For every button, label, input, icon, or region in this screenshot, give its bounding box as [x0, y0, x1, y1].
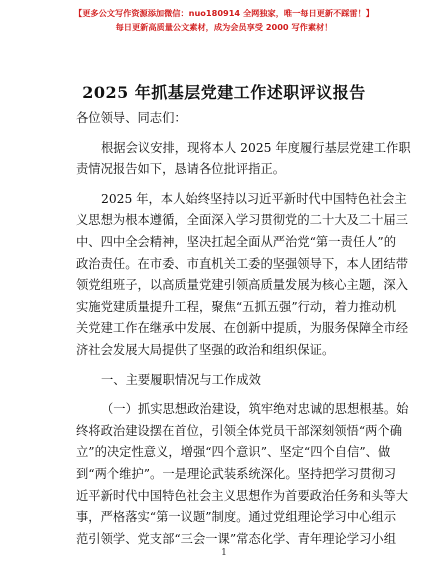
salutation: 各位领导、同志们： — [76, 111, 187, 125]
paragraph-line: 立”的决定性意义，增强“四个意识”、坚定“四个自信”、做 — [76, 445, 391, 460]
promo-banner-line-2: 每日更新高质量公文素材，成为会员享受 2000 写作素材！ — [115, 22, 333, 32]
document-title: 2025 年抓基层党建工作述职评议报告 — [82, 83, 366, 102]
promo-banner — [0, 6, 448, 34]
paragraph-line: 根据会议安排，现将本人 2025 年度履行基层党建工作职 — [101, 140, 411, 155]
section-heading: 一、主要履职情况与工作成效 — [101, 372, 261, 387]
paragraph-line: 到“两个维护”。一是理论武装系统深化。坚持把学习贯彻习 — [76, 466, 396, 481]
paragraph-line: 政治责任。在市委、市直机关工委的坚强领导下，本人团结带 — [76, 256, 409, 271]
paragraph-line: 义思想为根本遵循，全面深入学习贯彻党的二十大及二十届三 — [76, 213, 409, 228]
paragraph-line: 实施党建质量提升工程，聚焦“五抓五强”行动，着力推动机 — [76, 299, 396, 314]
paragraph-line: 近平新时代中国特色社会主义思想作为首要政治任务和头等大 — [76, 488, 409, 503]
paragraph-line: 中、四中全会精神，坚决扛起全面从严治党“第一责任人”的 — [76, 234, 396, 249]
paragraph-line: 关党建工作在继承中发展、在创新中提质，为服务保障全市经 — [76, 321, 409, 336]
paragraph-line: 责情况报告如下，恳请各位批评指正。 — [76, 162, 286, 177]
paragraph-line: 事，严格落实“第一议题”制度。通过党组理论学习中心组示 — [76, 510, 396, 525]
paragraph-line: 济社会发展大局提供了坚强的政治和组织保证。 — [76, 342, 335, 357]
promo-banner-line-1: 【更多公文写作资源添加微信：nuo180914 全网独家，唯一每日更新不踩雷！】 — [74, 8, 374, 18]
page-number: 1 — [221, 548, 227, 558]
paragraph-line: 范引领学、党支部“三会一课”常态化学、青年理论学习小组 — [76, 531, 396, 546]
paragraph-line: （一）抓实思想政治建设，筑牢绝对忠诚的思想根基。始 — [101, 402, 409, 417]
document-body — [76, 108, 411, 550]
paragraph-line: 终将政治建设摆在首位，引领全体党员干部深刻领悟“两个确 — [76, 423, 403, 438]
paragraph-line: 领党组班子，以高质量党建引领高质量发展为核心主题，深入 — [76, 278, 409, 293]
paragraph-line: 2025 年，本人始终坚持以习近平新时代中国特色社会主 — [101, 191, 407, 206]
